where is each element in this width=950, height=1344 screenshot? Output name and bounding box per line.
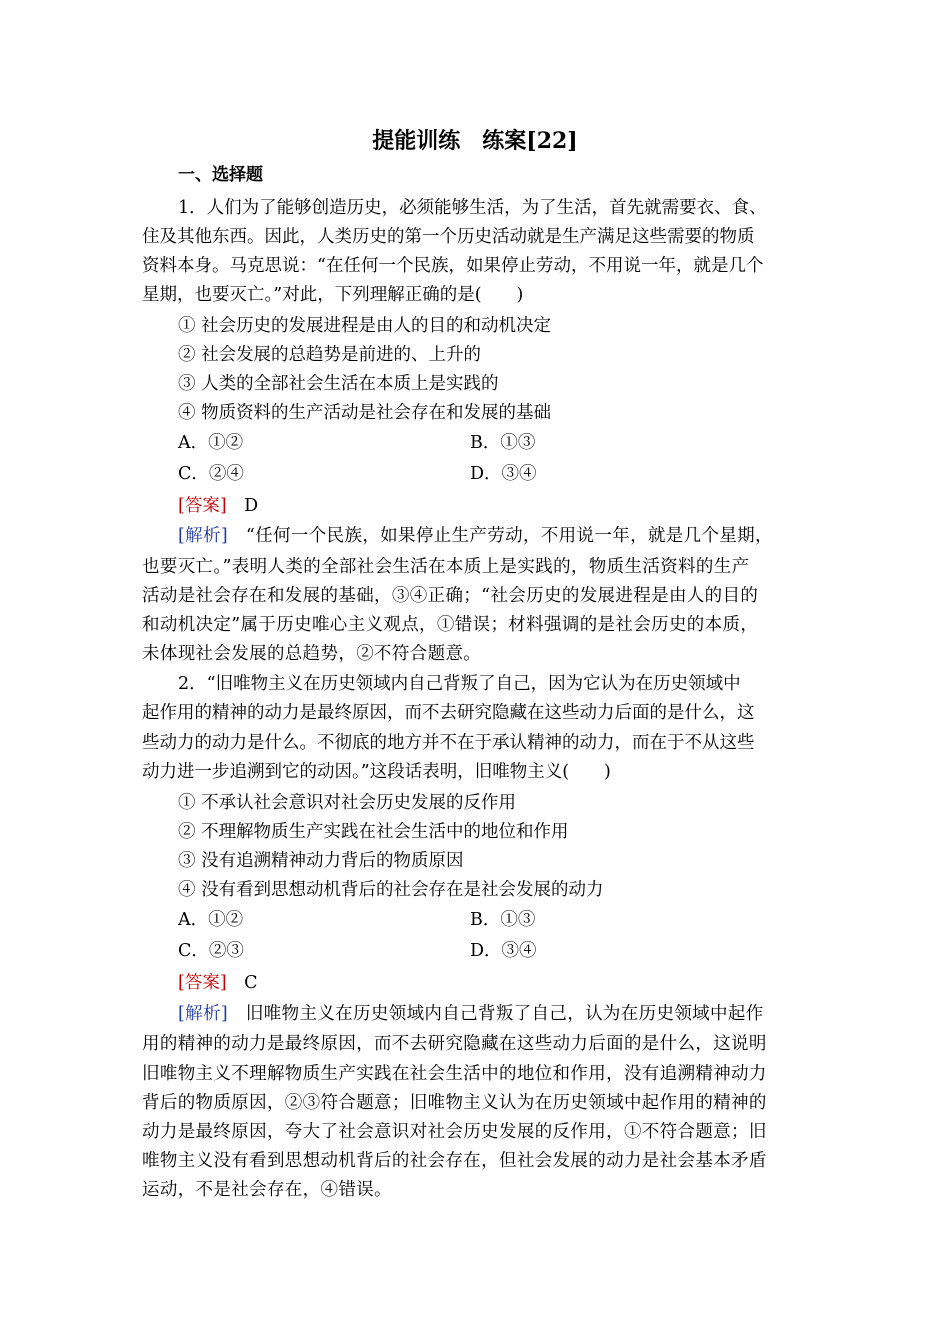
q2-stem-line: 些动力的动力是什么。不彻底的地方并不在于承认精神的动力，而在于不从这些 [142,733,755,753]
q2-answer [178,971,848,995]
q2-item: ④ 没有看到思想动机背后的社会存在是社会发展的动力 [178,880,604,900]
q1-analysis-line: 也要灭亡。”表明人类的全部社会生活在本质上是实践的，物质生活资料的生产 [142,557,750,577]
answer-value: C [244,973,258,993]
q2-analysis-line: 动力是最终原因，夸大了社会意识对社会历史发展的反作用，①不符合题意；旧 [142,1122,767,1142]
q1-analysis-line: 活动是社会存在和发展的基础，③④正确；“社会历史的发展进程是由人的目的 [142,586,759,606]
q2-analysis-line: 背后的物质原因，②③符合题意；旧唯物主义认为在历史领域中起作用的精神的 [142,1093,767,1113]
q2-analysis-line: 唯物主义没有看到思想动机背后的社会存在，但社会发展的动力是社会基本矛盾 [142,1151,767,1171]
answer-value: D [244,496,259,516]
q2-option-a: A．①② [178,910,244,930]
q2-analysis-line: 运动，不是社会存在，④错误。 [142,1180,392,1200]
q2-option-d: D．③④ [470,941,537,961]
q1-item: ④ 物质资料的生产活动是社会存在和发展的基础 [178,403,552,423]
page-title: 提能训练 练案[22] [372,128,578,154]
analysis-tag: [解析] [178,1004,229,1024]
q1-answer [178,494,848,518]
q2-item: ① 不承认社会意识对社会历史发展的反作用 [178,793,517,813]
analysis-text: “任何一个民族，如果停止生产劳动，不用说一年，就是几个星期， [245,526,773,546]
q1-item: ③ 人类的全部社会生活在本质上是实践的 [178,374,499,394]
q2-analysis-line: 旧唯物主义不理解物质生产实践在社会生活中的地位和作用，没有追溯精神动力 [142,1064,767,1084]
q1-option-b: B．①③ [470,433,536,453]
q2-item: ③ 没有追溯精神动力背后的物质原因 [178,851,464,871]
q1-stem-line: 1．人们为了能够创造历史，必须能够生活，为了生活，首先就需要衣、食、 [178,198,767,218]
q1-option-a: A．①② [178,433,244,453]
q1-stem-line: 资料本身。马克思说：“在任何一个民族，如果停止劳动，不用说一年，就是几个 [142,256,764,276]
answer-tag: [答案] [178,973,227,993]
answer-tag: [答案] [178,496,227,516]
q2-stem-line: 起作用的精神的动力是最终原因，而不去研究隐藏在这些动力后面的是什么，这 [142,703,755,723]
q1-option-c: C．②④ [178,464,244,484]
q2-stem-line: 2．“旧唯物主义在历史领域内自己背叛了自己，因为它认为在历史领域中 [178,674,741,694]
q1-analysis-line [178,524,848,548]
q1-stem-line: 星期，也要灭亡。”对此，下列理解正确的是( ) [142,285,524,305]
q1-item: ② 社会发展的总趋势是前进的、上升的 [178,345,482,365]
q1-item: ① 社会历史的发展进程是由人的目的和动机决定 [178,316,552,336]
q2-stem-line: 动力进一步追溯到它的动因。”这段话表明，旧唯物主义( ) [142,762,611,782]
q2-option-b: B．①③ [470,910,536,930]
q1-analysis-line: 和动机决定”属于历史唯心主义观点，①错误；材料强调的是社会历史的本质， [142,615,759,635]
q1-option-d: D．③④ [470,464,537,484]
q2-option-c: C．②③ [178,941,244,961]
q1-analysis-line: 未体现社会发展的总趋势，②不符合题意。 [142,644,482,664]
analysis-text: 旧唯物主义在历史领域内自己背叛了自己，认为在历史领域中起作 [245,1004,764,1024]
section-heading: 一、选择题 [178,165,263,185]
q2-analysis-line: 用的精神的动力是最终原因，而不去研究隐藏在这些动力后面的是什么，这说明 [142,1034,767,1054]
analysis-tag: [解析] [178,526,229,546]
q2-item: ② 不理解物质生产实践在社会生活中的地位和作用 [178,822,569,842]
q2-analysis-line [178,1002,848,1026]
q1-stem-line: 住及其他东西。因此，人类历史的第一个历史活动就是生产满足这些需要的物质 [142,227,755,247]
